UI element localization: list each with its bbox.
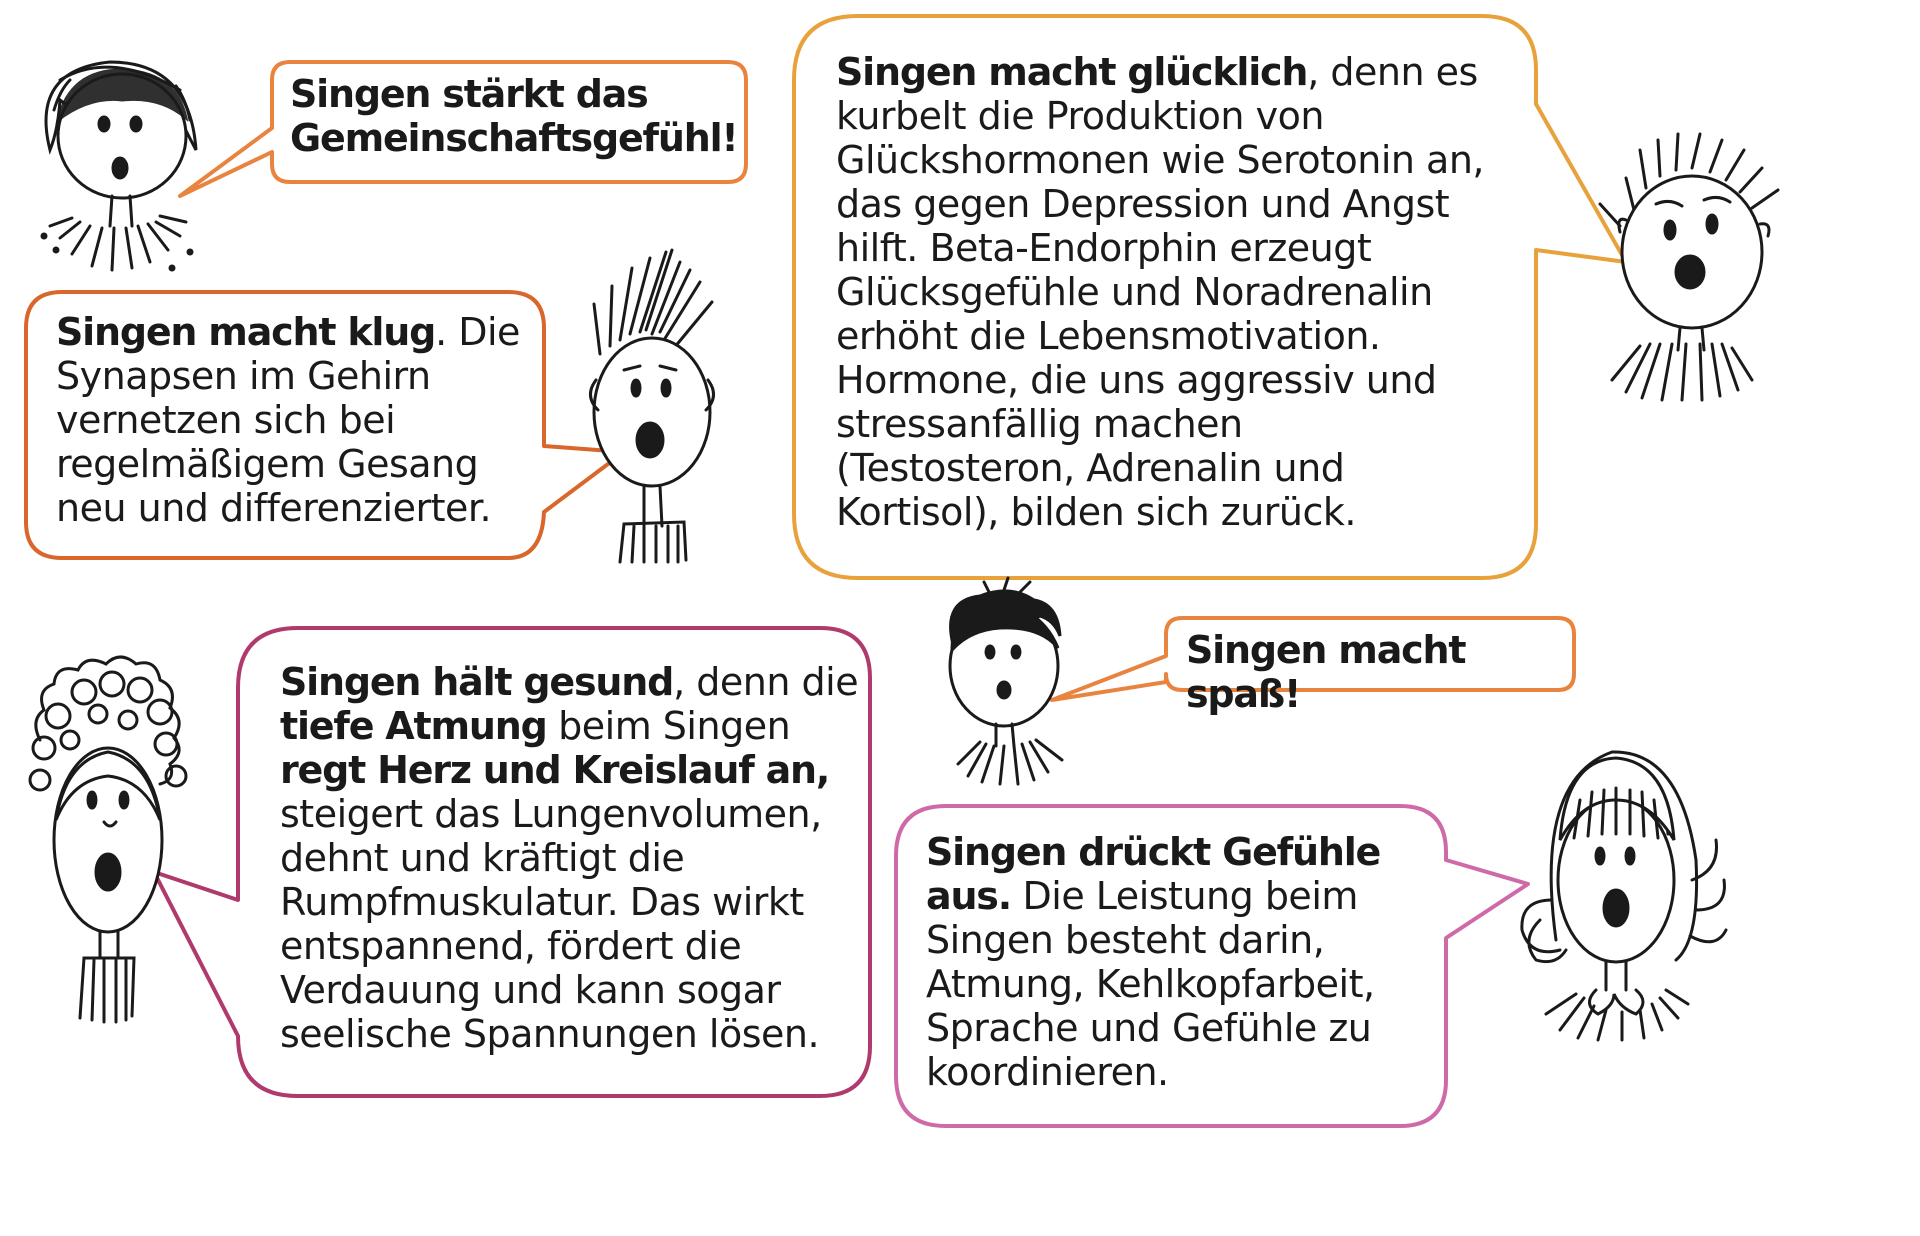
bubble-gemeinschaft-text <box>290 72 738 160</box>
gefuehle-line-5: Sprache und Gefühle zu <box>926 1006 1372 1050</box>
gluecklich-line-9: (Testosteron, Adrenalin und <box>836 446 1345 490</box>
klug-line-3: regelmäßigem Gesang <box>56 442 479 486</box>
gluecklich-line-0-rest: , denn es <box>1307 50 1478 94</box>
bob-haired-person <box>42 62 196 270</box>
spass-heading: Singen macht spaß! <box>1186 628 1466 716</box>
gesund-heading: Singen hält gesund <box>280 660 674 704</box>
bubble-gefuehle-text <box>926 830 1446 1094</box>
gluecklich-line-4: hilft. Beta-Endorphin erzeugt <box>836 226 1372 270</box>
gesund-line-6: Rumpfmuskulatur. Das wirkt <box>280 880 804 924</box>
bubble-gluecklich-text <box>836 50 1496 534</box>
gesund-line-2-bold: tiefe Atmung <box>280 704 547 748</box>
curly-haired-person <box>30 657 186 1022</box>
gefuehle-heading: Singen drückt Gefühle <box>926 830 1381 874</box>
klug-heading: Singen macht klug <box>56 310 436 354</box>
gluecklich-line-7: Hormone, die uns aggressiv und <box>836 358 1437 402</box>
gesund-line-3-bold: regt Herz und Kreislauf an, <box>280 748 830 792</box>
gluecklich-line-3: das gegen Depression und Angst <box>836 182 1450 226</box>
gefuehle-line-6: koordinieren. <box>926 1050 1169 1094</box>
gefuehle-line-2-bold: aus. <box>926 874 1011 918</box>
bubble-spass-text <box>1186 628 1586 716</box>
gesund-line-9: seelische Spannungen lösen. <box>280 1012 820 1056</box>
gluecklich-heading: Singen macht glücklich <box>836 50 1308 94</box>
gemeinschaft-line-2: Gemeinschaftsgefühl! <box>290 116 738 160</box>
gluecklich-line-5: Glücksgefühle und Noradrenalin <box>836 270 1433 314</box>
gluecklich-line-8: stressanfällig machen <box>836 402 1243 446</box>
gesund-line-2-rest: beim Singen <box>546 704 791 748</box>
klug-line-1: Synapsen im Gehirn <box>56 354 431 398</box>
klug-line-2: vernetzen sich bei <box>56 398 396 442</box>
gluecklich-line-6: erhöht die Lebensmotivation. <box>836 314 1381 358</box>
gefuehle-line-3: Singen besteht darin, <box>926 918 1325 962</box>
gesund-line-8: Verdauung und kann sogar <box>280 968 781 1012</box>
gesund-line-7: entspannend, fördert die <box>280 924 742 968</box>
spiky-crown-person <box>1600 134 1778 400</box>
gemeinschaft-line-1: Singen stärkt das <box>290 72 648 116</box>
gluecklich-line-10: Kortisol), bilden sich zurück. <box>836 490 1356 534</box>
klug-line-4: neu und differenzierter. <box>56 486 492 530</box>
bangs-haired-person <box>1522 752 1726 1040</box>
gesund-line-4: steigert das Lungenvolumen, <box>280 792 822 836</box>
bubble-gesund-text <box>280 660 880 1056</box>
gesund-line-1-rest: , denn die <box>673 660 859 704</box>
gefuehle-line-4: Atmung, Kehlkopfarbeit, <box>926 962 1375 1006</box>
spiky-haired-person <box>590 250 713 562</box>
short-curly-haired-person <box>950 578 1062 784</box>
gluecklich-line-1: kurbelt die Produktion von <box>836 94 1324 138</box>
gluecklich-line-2: Glückshormonen wie Serotonin an, <box>836 138 1484 182</box>
bubble-klug-text <box>56 310 546 530</box>
gefuehle-line-2-rest: Die Leistung beim <box>1010 874 1358 918</box>
klug-line-0-rest: . Die <box>435 310 520 354</box>
gesund-line-5: dehnt und kräftigt die <box>280 836 685 880</box>
